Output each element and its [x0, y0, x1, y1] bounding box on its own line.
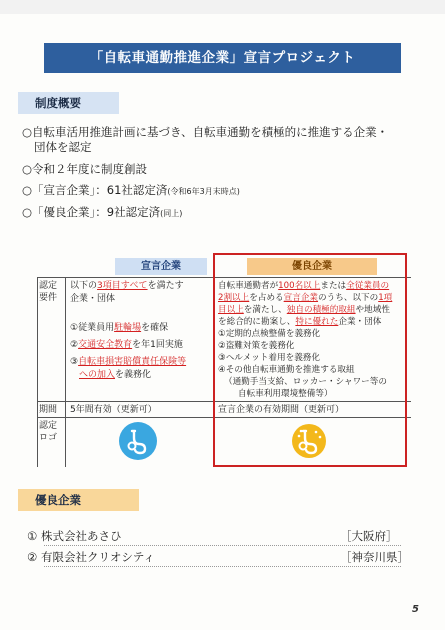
- highlight: 2割以上: [218, 293, 250, 303]
- highlight: 3項目すべて: [97, 281, 148, 291]
- text: 自転車通勤者が: [218, 281, 279, 291]
- excellent-item: ②盗難対策を義務化: [218, 341, 295, 351]
- highlight: 駐輪場: [114, 323, 142, 333]
- bullet-4-note: (同上): [160, 209, 183, 218]
- text: を満たし、: [243, 305, 287, 315]
- row-label-logo: 認定 ロゴ: [39, 421, 58, 443]
- highlight: 目以上: [218, 305, 244, 315]
- section-heading-overview: 制度概要: [18, 92, 119, 114]
- col-header-excellent: 優良企業: [247, 258, 377, 275]
- declare-period: 5年間有効（更新可）: [70, 405, 157, 415]
- excellent-logo-icon: [290, 422, 328, 460]
- excellent-period: 宣言企業の有効期間（更新可）: [218, 405, 345, 415]
- text: 以下の: [70, 281, 98, 291]
- highlight: 特に優れた: [295, 317, 339, 327]
- bullet-3: [22, 183, 240, 199]
- dotted-divider: [44, 545, 401, 546]
- top-band: [0, 0, 445, 14]
- text: を満たす: [147, 281, 184, 291]
- text: や地域性: [355, 305, 390, 315]
- page-title: 「自転車通勤推進企業」宣言プロジェクト: [44, 43, 401, 73]
- highlight: 独自の積極的取組: [286, 305, 356, 315]
- text: を年1回実施: [132, 340, 183, 350]
- bullet-4-text: ○「優良企業」：9社認定済: [22, 205, 161, 219]
- declare-logo-icon: [119, 422, 157, 460]
- bullet-1-cont: 団体を認定: [34, 140, 92, 154]
- bullet-1-text: ○自転車活用推進計画に基づき、自転車通勤を積極的に推進する企業・: [22, 125, 389, 139]
- text: ②: [70, 340, 79, 350]
- text: 企業・団体: [70, 294, 116, 304]
- bullet-1: [22, 125, 388, 155]
- bullet-2: ○令和２年度に制度創設: [22, 162, 148, 176]
- excellent-item: ④その他自転車通勤を推進する取組: [218, 365, 355, 375]
- dotted-divider: [44, 566, 401, 567]
- declare-requirements: [70, 280, 210, 382]
- excellent-requirements: [218, 280, 405, 400]
- bullet-4: [22, 205, 182, 221]
- text: のうち、以下の: [318, 293, 379, 303]
- text: または: [320, 281, 347, 291]
- company-1-prefecture: ［大阪府］: [340, 529, 398, 543]
- excellent-item: ③ヘルメット着用を義務化: [218, 353, 320, 363]
- bullet-3-text: ○「宣言企業」：61社認定済: [22, 183, 168, 197]
- comparison-table: [37, 253, 411, 470]
- highlight: 宣言企業: [283, 293, 319, 303]
- text: ①従業員用: [70, 323, 115, 333]
- page-number: 5: [412, 604, 419, 615]
- col-header-declare: 宣言企業: [115, 258, 207, 275]
- highlight: への加入: [79, 370, 116, 380]
- text: 企業・団体: [338, 317, 382, 327]
- company-2-prefecture: ［神奈川県］: [340, 550, 409, 564]
- section-heading-excellent: 優良企業: [18, 489, 139, 511]
- text: を義務化: [115, 370, 152, 380]
- row-label-period: 期間: [39, 405, 58, 415]
- highlight: 1項: [378, 293, 393, 303]
- text: を確保: [141, 323, 169, 333]
- highlight: 自転車損害賠償責任保険等: [78, 357, 187, 367]
- bullet-3-note: (令和6年3月末時点): [167, 187, 240, 196]
- highlight: 100名以上: [278, 281, 321, 291]
- excellent-item: 自転車利用環境整備等）: [238, 389, 333, 399]
- row-label-requirements: 認定 要件: [39, 281, 58, 303]
- text: を占める: [249, 293, 284, 303]
- text: を総合的に勘案し、: [218, 317, 296, 327]
- excellent-item: （通勤手当支給、ロッカー・シャワー等の: [224, 377, 387, 387]
- text: ③: [70, 357, 79, 367]
- highlight: 交通安全教育: [78, 340, 133, 350]
- highlight: 全従業員の: [346, 281, 390, 291]
- company-2: ② 有限会社クリオシティ: [27, 550, 155, 564]
- excellent-item: ①定期的点検整備を義務化: [218, 329, 321, 339]
- company-1: ① 株式会社あさひ: [27, 529, 122, 543]
